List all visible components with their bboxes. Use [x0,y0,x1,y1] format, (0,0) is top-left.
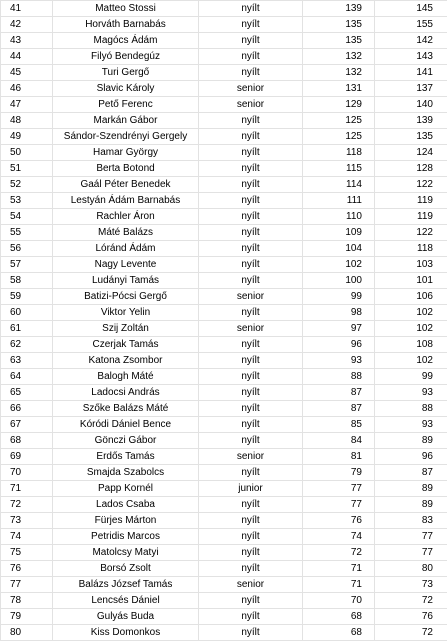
rank-cell[interactable]: 42 [1,17,53,33]
score1-cell[interactable]: 135 [303,33,375,49]
category-cell[interactable]: nyílt [199,145,303,161]
rank-cell[interactable]: 60 [1,305,53,321]
score1-cell[interactable]: 74 [303,529,375,545]
score1-cell[interactable]: 76 [303,513,375,529]
score1-cell[interactable]: 98 [303,305,375,321]
score1-cell[interactable]: 93 [303,353,375,369]
rank-cell[interactable]: 64 [1,369,53,385]
category-cell[interactable]: nyílt [199,369,303,385]
name-cell[interactable]: Hamar György [53,145,199,161]
name-cell[interactable]: Matolcsy Matyi [53,545,199,561]
name-cell[interactable]: Berta Botond [53,161,199,177]
table-row [1,209,447,225]
table-row [1,577,447,593]
score1-cell[interactable]: 100 [303,273,375,289]
category-cell[interactable]: nyílt [199,49,303,65]
score2-cell[interactable]: 83 [375,513,447,529]
table-row [1,113,447,129]
score1-cell[interactable]: 81 [303,449,375,465]
score1-cell[interactable]: 132 [303,49,375,65]
score1-cell[interactable]: 68 [303,609,375,625]
score1-cell[interactable]: 77 [303,497,375,513]
rank-cell[interactable]: 70 [1,465,53,481]
table-row [1,609,447,625]
table-row [1,49,447,65]
rank-cell[interactable]: 67 [1,417,53,433]
name-cell[interactable]: Máté Balázs [53,225,199,241]
category-cell[interactable]: nyílt [199,593,303,609]
score1-cell[interactable]: 85 [303,417,375,433]
table-row [1,625,447,641]
table-row [1,193,447,209]
category-cell[interactable]: nyílt [199,17,303,33]
category-cell[interactable]: nyílt [199,33,303,49]
rank-cell[interactable]: 74 [1,529,53,545]
category-cell[interactable]: nyílt [199,513,303,529]
category-cell[interactable]: nyílt [199,385,303,401]
category-cell[interactable]: nyílt [199,353,303,369]
score2-cell[interactable]: 139 [375,113,447,129]
name-cell[interactable]: Papp Kornél [53,481,199,497]
table-row [1,417,447,433]
score2-cell[interactable]: 88 [375,401,447,417]
category-cell[interactable]: senior [199,577,303,593]
category-cell[interactable]: nyílt [199,305,303,321]
table-row [1,337,447,353]
score1-cell[interactable]: 102 [303,257,375,273]
name-cell[interactable]: Magócs Ádám [53,33,199,49]
category-cell[interactable]: nyílt [199,529,303,545]
score2-cell[interactable]: 87 [375,465,447,481]
category-cell[interactable]: nyílt [199,241,303,257]
name-cell[interactable]: Smajda Szabolcs [53,465,199,481]
name-cell[interactable]: Markán Gábor [53,113,199,129]
category-cell[interactable]: nyílt [199,273,303,289]
score2-cell[interactable]: 101 [375,273,447,289]
name-cell[interactable]: Borsó Zsolt [53,561,199,577]
score2-cell[interactable]: 122 [375,225,447,241]
rank-cell[interactable]: 76 [1,561,53,577]
rank-cell[interactable]: 50 [1,145,53,161]
score2-cell[interactable]: 102 [375,321,447,337]
rank-cell[interactable]: 56 [1,241,53,257]
score1-cell[interactable]: 118 [303,145,375,161]
table-row [1,289,447,305]
rank-cell[interactable]: 49 [1,129,53,145]
score1-cell[interactable]: 88 [303,369,375,385]
table-row [1,321,447,337]
table-row [1,97,447,113]
name-cell[interactable]: Lestyán Ádám Barnabás [53,193,199,209]
table-row [1,497,447,513]
table-row [1,241,447,257]
rank-cell[interactable]: 68 [1,433,53,449]
name-cell[interactable]: Gaál Péter Benedek [53,177,199,193]
table-row [1,593,447,609]
score1-cell[interactable]: 72 [303,545,375,561]
score2-cell[interactable]: 89 [375,433,447,449]
name-cell[interactable]: Balázs József Tamás [53,577,199,593]
category-cell[interactable]: senior [199,449,303,465]
name-cell[interactable]: Katona Zsombor [53,353,199,369]
score1-cell[interactable]: 96 [303,337,375,353]
score2-cell[interactable]: 155 [375,17,447,33]
name-cell[interactable]: Viktor Yelin [53,305,199,321]
score2-cell[interactable]: 102 [375,305,447,321]
score2-cell[interactable]: 93 [375,385,447,401]
name-cell[interactable]: Filyó Bendegúz [53,49,199,65]
rank-cell[interactable]: 80 [1,625,53,641]
rank-cell[interactable]: 78 [1,593,53,609]
score2-cell[interactable]: 108 [375,337,447,353]
category-cell[interactable]: senior [199,97,303,113]
score2-cell[interactable]: 77 [375,545,447,561]
score2-cell[interactable]: 103 [375,257,447,273]
rank-cell[interactable]: 65 [1,385,53,401]
score1-cell[interactable]: 87 [303,401,375,417]
category-cell[interactable]: senior [199,321,303,337]
score1-cell[interactable]: 79 [303,465,375,481]
table-row [1,449,447,465]
name-cell[interactable]: Kóródi Dániel Bence [53,417,199,433]
rank-cell[interactable]: 41 [1,1,53,17]
rank-cell[interactable]: 63 [1,353,53,369]
score2-cell[interactable]: 80 [375,561,447,577]
table-row [1,1,447,17]
rank-cell[interactable]: 58 [1,273,53,289]
rank-cell[interactable]: 59 [1,289,53,305]
category-cell[interactable]: nyílt [199,561,303,577]
score1-cell[interactable]: 84 [303,433,375,449]
score1-cell[interactable]: 131 [303,81,375,97]
category-cell[interactable]: nyílt [199,1,303,17]
score1-cell[interactable]: 99 [303,289,375,305]
table-row [1,17,447,33]
rank-cell[interactable]: 55 [1,225,53,241]
rank-cell[interactable]: 66 [1,401,53,417]
score2-cell[interactable]: 106 [375,289,447,305]
category-cell[interactable]: nyílt [199,209,303,225]
score1-cell[interactable]: 125 [303,113,375,129]
category-cell[interactable]: senior [199,289,303,305]
category-cell[interactable]: nyílt [199,177,303,193]
category-cell[interactable]: nyílt [199,161,303,177]
name-cell[interactable]: Fürjes Márton [53,513,199,529]
category-cell[interactable]: nyílt [199,129,303,145]
rank-cell[interactable]: 62 [1,337,53,353]
rank-cell[interactable]: 54 [1,209,53,225]
rank-cell[interactable]: 48 [1,113,53,129]
score1-cell[interactable]: 87 [303,385,375,401]
table-row [1,385,447,401]
table-row [1,561,447,577]
table-row [1,513,447,529]
name-cell[interactable]: Matteo Stossi [53,1,199,17]
score1-cell[interactable]: 132 [303,65,375,81]
category-cell[interactable]: nyílt [199,113,303,129]
name-cell[interactable]: Nagy Levente [53,257,199,273]
rank-cell[interactable]: 52 [1,177,53,193]
score2-cell[interactable]: 124 [375,145,447,161]
score2-cell[interactable]: 118 [375,241,447,257]
score1-cell[interactable]: 68 [303,625,375,641]
name-cell[interactable]: Kiss Domonkos [53,625,199,641]
score2-cell[interactable]: 119 [375,209,447,225]
table-row [1,401,447,417]
category-cell[interactable]: junior [199,481,303,497]
score1-cell[interactable]: 97 [303,321,375,337]
name-cell[interactable]: Pető Ferenc [53,97,199,113]
score1-cell[interactable]: 115 [303,161,375,177]
category-cell[interactable]: nyílt [199,65,303,81]
category-cell[interactable]: nyílt [199,433,303,449]
name-cell[interactable]: Czerjak Tamás [53,337,199,353]
name-cell[interactable]: Szij Zoltán [53,321,199,337]
table-row [1,81,447,97]
table-row [1,481,447,497]
table-row [1,129,447,145]
table-row [1,257,447,273]
score2-cell[interactable]: 119 [375,193,447,209]
score1-cell[interactable]: 139 [303,1,375,17]
category-cell[interactable]: nyílt [199,417,303,433]
score1-cell[interactable]: 114 [303,177,375,193]
score2-cell[interactable]: 102 [375,353,447,369]
category-cell[interactable]: nyílt [199,497,303,513]
name-cell[interactable]: Rachler Áron [53,209,199,225]
score2-cell[interactable]: 89 [375,497,447,513]
score2-cell[interactable]: 99 [375,369,447,385]
category-cell[interactable]: nyílt [199,401,303,417]
score1-cell[interactable]: 71 [303,577,375,593]
rank-cell[interactable]: 75 [1,545,53,561]
name-cell[interactable]: Lencsés Dániel [53,593,199,609]
table-row [1,433,447,449]
score2-cell[interactable]: 76 [375,609,447,625]
score1-cell[interactable]: 135 [303,17,375,33]
table-row [1,65,447,81]
table-row [1,145,447,161]
name-cell[interactable]: Batizi-Pócsi Gergő [53,289,199,305]
rank-cell[interactable]: 44 [1,49,53,65]
name-cell[interactable]: Ludányi Tamás [53,273,199,289]
score2-cell[interactable]: 142 [375,33,447,49]
score2-cell[interactable]: 96 [375,449,447,465]
rank-cell[interactable]: 51 [1,161,53,177]
score1-cell[interactable]: 111 [303,193,375,209]
rank-cell[interactable]: 79 [1,609,53,625]
category-cell[interactable]: nyílt [199,545,303,561]
name-cell[interactable]: Turi Gergő [53,65,199,81]
score1-cell[interactable]: 129 [303,97,375,113]
table-row [1,369,447,385]
rank-cell[interactable]: 43 [1,33,53,49]
rank-cell[interactable]: 61 [1,321,53,337]
score2-cell[interactable]: 73 [375,577,447,593]
category-cell[interactable]: nyílt [199,225,303,241]
table-row [1,273,447,289]
category-cell[interactable]: senior [199,81,303,97]
name-cell[interactable]: Gulyás Buda [53,609,199,625]
rank-cell[interactable]: 53 [1,193,53,209]
rank-cell[interactable]: 46 [1,81,53,97]
table-row [1,305,447,321]
score1-cell[interactable]: 70 [303,593,375,609]
table-row [1,33,447,49]
table-row [1,545,447,561]
score1-cell[interactable]: 125 [303,129,375,145]
rank-cell[interactable]: 71 [1,481,53,497]
score1-cell[interactable]: 110 [303,209,375,225]
name-cell[interactable]: Szőke Balázs Máté [53,401,199,417]
name-cell[interactable]: Slavic Károly [53,81,199,97]
score2-cell[interactable]: 145 [375,1,447,17]
table-row [1,177,447,193]
rank-cell[interactable]: 72 [1,497,53,513]
score2-cell[interactable]: 135 [375,129,447,145]
score1-cell[interactable]: 109 [303,225,375,241]
table-row [1,225,447,241]
score1-cell[interactable]: 104 [303,241,375,257]
name-cell[interactable]: Horváth Barnabás [53,17,199,33]
table-row [1,353,447,369]
category-cell[interactable]: nyílt [199,609,303,625]
score2-cell[interactable]: 128 [375,161,447,177]
name-cell[interactable]: Balogh Máté [53,369,199,385]
rank-cell[interactable]: 69 [1,449,53,465]
rank-cell[interactable]: 45 [1,65,53,81]
name-cell[interactable]: Gönczi Gábor [53,433,199,449]
score2-cell[interactable]: 137 [375,81,447,97]
score2-cell[interactable]: 89 [375,481,447,497]
name-cell[interactable]: Erdős Tamás [53,449,199,465]
rank-cell[interactable]: 73 [1,513,53,529]
name-cell[interactable]: Sándor-Szendrényi Gergely [53,129,199,145]
category-cell[interactable]: nyílt [199,257,303,273]
score2-cell[interactable]: 72 [375,593,447,609]
score2-cell[interactable]: 140 [375,97,447,113]
score1-cell[interactable]: 77 [303,481,375,497]
name-cell[interactable]: Ladocsi András [53,385,199,401]
score2-cell[interactable]: 141 [375,65,447,81]
rank-cell[interactable]: 77 [1,577,53,593]
name-cell[interactable]: Lóránd Ádám [53,241,199,257]
score2-cell[interactable]: 77 [375,529,447,545]
category-cell[interactable]: nyílt [199,465,303,481]
score2-cell[interactable]: 93 [375,417,447,433]
rank-cell[interactable]: 47 [1,97,53,113]
name-cell[interactable]: Petridis Marcos [53,529,199,545]
table-row [1,529,447,545]
table-row [1,465,447,481]
name-cell[interactable]: Lados Csaba [53,497,199,513]
table-row [1,161,447,177]
score1-cell[interactable]: 71 [303,561,375,577]
score2-cell[interactable]: 72 [375,625,447,641]
rank-cell[interactable]: 57 [1,257,53,273]
category-cell[interactable]: nyílt [199,625,303,641]
score2-cell[interactable]: 122 [375,177,447,193]
table-body [1,1,447,641]
category-cell[interactable]: nyílt [199,337,303,353]
score2-cell[interactable]: 143 [375,49,447,65]
category-cell[interactable]: nyílt [199,193,303,209]
